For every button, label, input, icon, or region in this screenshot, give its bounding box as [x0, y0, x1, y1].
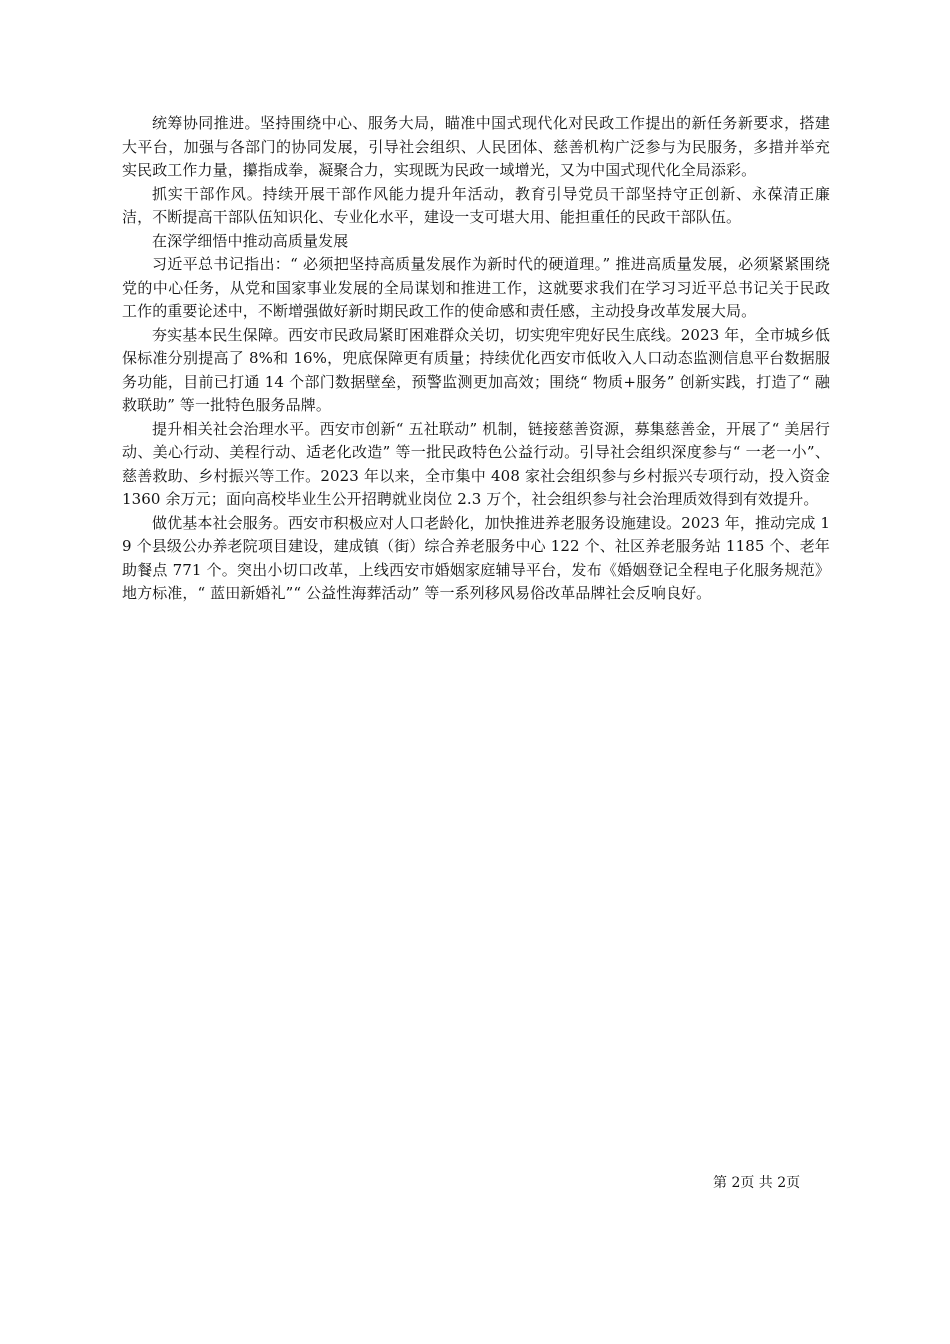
paragraph-quote: 习近平总书记指出：“ 必须把坚持高质量发展作为新时代的硬道理。” 推进高质量发展，必须紧紧围绕党的中心任务，从党和国家事业发展的全局谋划和推进工作，这就要求我们在学习习近平总书记关于民政工作的重要论述中，不断增强做好新时期民政工作的使命感和责任感，主动投身改革发展大局。 — [122, 255, 830, 320]
page-number-footer: 第 2页 共 2页 — [713, 1175, 801, 1191]
paragraph-cadre-style: 抓实干部作风。持续开展干部作风能力提升年活动，教育引导党员干部坚持守正创新、永葆清正廉洁，不断提高干部队伍知识化、专业化水平，建设一支可堪大用、能担重任的民政干部队伍。 — [122, 184, 830, 226]
paragraph-social-services: 做优基本社会服务。西安市积极应对人口老龄化，加快推进养老服务设施建设。2023 年，推动完成 19 个县级公办养老院项目建设，建成镇（街）综合养老服务中心 122 个、社区养老服务站 1185 个、老年助餐点 771 个。突出小切口改革，上线西安市婚姻家庭辅导平台，发布《婚姻登记全程电子化服务规范》地方标准，“ 蓝田新婚礼”“ 公益性海葬活动” 等一系列移风易俗改革品牌社会反响良好。 — [122, 513, 830, 602]
paragraph-social-governance: 提升相关社会治理水平。西安市创新“ 五社联动” 机制，链接慈善资源，募集慈善金，开展了“ 美居行动、美心行动、美程行动、适老化改造” 等一批民政特色公益行动。引导社会组织深度参与“ 一老一小”、慈善救助、乡村振兴等工作。2023 年以来，全市集中 408 家社会组织参与乡村振兴专项行动，投入资金 1360 余万元；面向高校毕业生公开招聘就业岗位 2.3 万个，社会组织参与社会治理质效得到有效提升。 — [122, 419, 830, 508]
document-body — [122, 112, 830, 606]
section-heading: 在深学细悟中推动高质量发展 — [152, 231, 349, 250]
paragraph-coordinated-promotion: 统筹协同推进。坚持围绕中心、服务大局，瞄准中国式现代化对民政工作提出的新任务新要求，搭建大平台，加强与各部门的协同发展，引导社会组织、人民团体、慈善机构广泛参与为民服务，多措并举充实民政工作力量，攥指成拳，凝聚合力，实现既为民政一域增光，又为中国式现代化全局添彩。 — [122, 114, 830, 179]
paragraph-livelihood-security: 夯实基本民生保障。西安市民政局紧盯困难群众关切，切实兜牢兜好民生底线。2023 年，全市城乡低保标准分别提高了 8%和 16%，兜底保障更有质量；持续优化西安市低收入人口动态监测信息平台数据服务功能，目前已打通 14 个部门数据壁垒，预警监测更加高效；围绕“ 物质+服务” 创新实践，打造了“ 融救联助” 等一批特色服务品牌。 — [122, 325, 830, 414]
